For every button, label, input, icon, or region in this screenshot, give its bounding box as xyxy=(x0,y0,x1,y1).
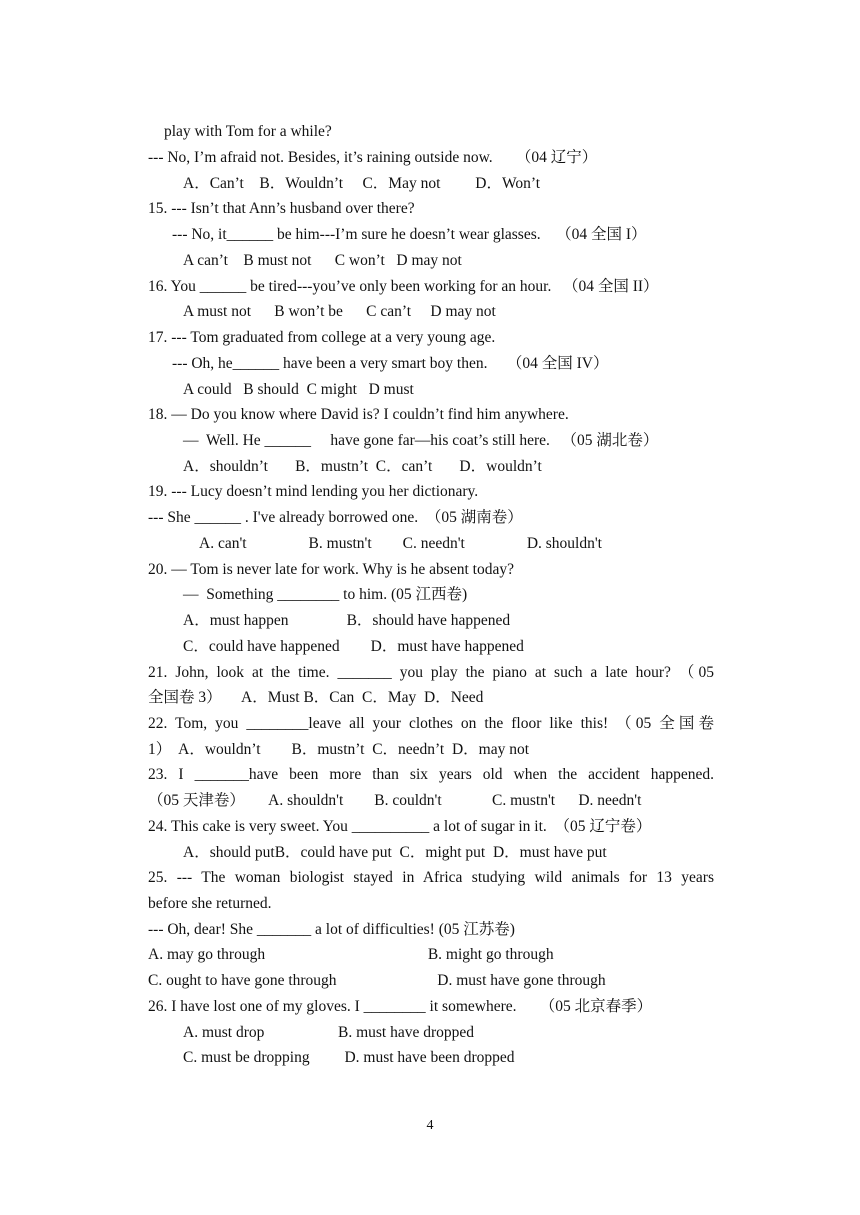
text-line: — Well. He ______ have gone far—his coat’s still here. （05 湖北卷） xyxy=(183,432,659,449)
text-line: — Something ________ to him. (05 江西卷) xyxy=(183,586,468,603)
answer-options: A. may go through B. might go through xyxy=(148,946,554,963)
text-line: --- Oh, dear! She _______ a lot of difficulties! (05 江苏卷) xyxy=(148,921,515,938)
text-line: before she returned. xyxy=(148,895,272,912)
answer-options: （05 天津卷） A. shouldn't B. couldn't C. mustn't D. needn't xyxy=(148,792,642,809)
question-17: 17. --- Tom graduated from college at a very young age. xyxy=(148,329,496,346)
answer-options: A．should putB．could have put C．might put D．must have put xyxy=(183,844,607,861)
question-26: 26. I have lost one of my gloves. I ________ it somewhere. （05 北京春季） xyxy=(148,998,653,1015)
text-line: --- Oh, he______ have been a very smart boy then. （04 全国 IV） xyxy=(172,355,609,372)
answer-options: A could B should C might D must xyxy=(183,381,414,398)
question-15: 15. --- Isn’t that Ann’s husband over there? xyxy=(148,200,415,217)
answer-options: C. ought to have gone through D. must have gone through xyxy=(148,972,606,989)
text-line: --- She ______ . I've already borrowed one. （05 湖南卷） xyxy=(148,509,523,526)
answer-options: A. must drop B. must have dropped xyxy=(183,1024,475,1041)
answer-options: C. must be dropping D. must have been dropped xyxy=(183,1049,515,1066)
answer-options: 全国卷 3） A．Must B．Can C．May D．Need xyxy=(148,689,484,706)
question-21: 21. John, look at the time. _______ you play the piano at such a late hour? （05 xyxy=(148,664,714,681)
question-19: 19. --- Lucy doesn’t mind lending you her dictionary. xyxy=(148,483,479,500)
text-line: play with Tom for a while? xyxy=(164,123,332,140)
answer-options: A．Can’t B．Wouldn’t C．May not D．Won’t xyxy=(183,175,541,192)
answer-options: C．could have happened D．must have happened xyxy=(183,638,524,655)
answer-options: A. can't B. mustn't C. needn't D. shouldn't xyxy=(199,535,602,552)
answer-options: A．must happen B．should have happened xyxy=(183,612,511,629)
answer-options: 1） A．wouldn’t B．mustn’t C．needn’t D．may not xyxy=(148,741,530,758)
page-number: 4 xyxy=(426,1118,434,1133)
answer-options: A can’t B must not C won’t D may not xyxy=(183,252,462,269)
question-23: 23. I _______have been more than six years old when the accident happened. xyxy=(148,766,714,783)
question-24: 24. This cake is very sweet. You __________ a lot of sugar in it. （05 辽宁卷） xyxy=(148,818,652,835)
answer-options: A．shouldn’t B．mustn’t C．can’t D．wouldn’t xyxy=(183,458,542,475)
question-25: 25. --- The woman biologist stayed in Africa studying wild animals for 13 years xyxy=(148,869,714,886)
question-20: 20. — Tom is never late for work. Why is he absent today? xyxy=(148,561,514,578)
text-line: --- No, I’m afraid not. Besides, it’s raining outside now. （04 辽宁） xyxy=(148,149,598,166)
question-16: 16. You ______ be tired---you’ve only been working for an hour. （04 全国 II） xyxy=(148,278,659,295)
text-line: --- No, it______ be him---I’m sure he doesn’t wear glasses. （04 全国 I） xyxy=(172,226,647,243)
question-18: 18. — Do you know where David is? I couldn’t find him anywhere. xyxy=(148,406,569,423)
answer-options: A must not B won’t be C can’t D may not xyxy=(183,303,496,320)
question-22: 22. Tom, you ________leave all your clothes on the floor like this! （05 全国卷 xyxy=(148,715,714,732)
